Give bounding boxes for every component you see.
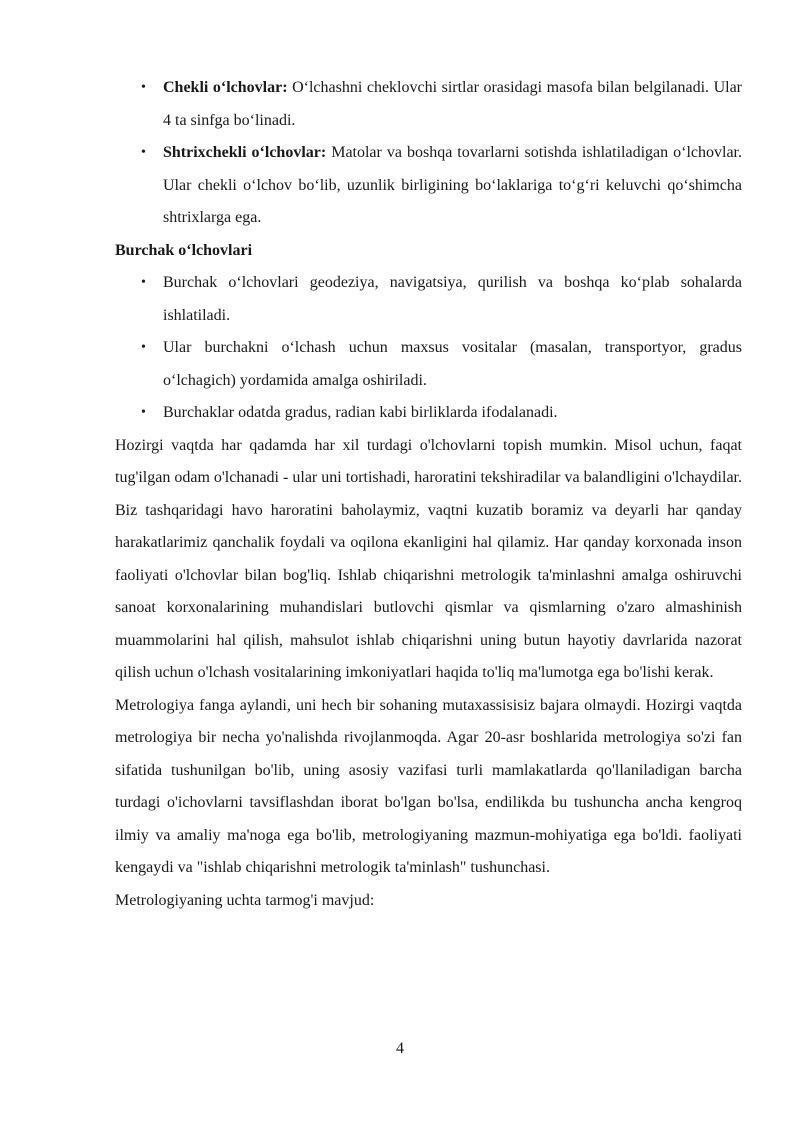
- list-item: [115, 267, 742, 332]
- page-number: 4: [396, 1040, 404, 1057]
- bullet-icon: •: [141, 405, 146, 420]
- bullet-icon: •: [141, 340, 146, 355]
- body-paragraph: Metrologiyaning uchta tarmog'i mavjud:: [115, 891, 375, 909]
- term-label: Shtrixchekli oʻlchovlar:: [163, 144, 327, 161]
- list-item: [115, 397, 742, 430]
- list-item: [115, 332, 742, 397]
- term-description: Oʻlchashni cheklovchi sirtlar orasidagi masofa bilan belgilanadi. Ular 4 ta sinfga boʻlinadi.: [163, 79, 742, 129]
- bullet-icon: •: [141, 80, 146, 95]
- document-page: [115, 72, 742, 917]
- list-item-text: Ular burchakni oʻlchash uchun maxsus vositalar (masalan, transportyor, gradus oʻlchagich) yordamida amalga oshiriladi.: [163, 339, 742, 389]
- body-paragraph: Hozirgi vaqtda har qadamda har xil turdagi o'lchovlarni topish mumkin. Misol uchun, faqat tug'ilgan odam o'lchanadi - ular uni tortishadi, haroratini tekshiradilar va balandligini o'lchaydilar. Biz tashqaridagi havo haroratini baholaymiz, vaqtni kuzatib boramiz va deyarli har qanday harakatlarimiz qanchalik foydali va oqilona ekanligini hal qilamiz. Har qanday korxonada inson faoliyati o'lchovlar bilan bog'liq. Ishlab chiqarishni metrologik ta'minlashni amalga oshiruvchi sanoat korxonalarining muhandislari butlovchi qismlar va qismlarning o'zaro almashinish muammolarini hal qilish, mahsulot ishlab chiqarishni uning butun hayotiy davrlarida nazorat qilish uchun o'lchash vositalarining imkoniyatlari haqida to'liq ma'lumotga ega bo'lishi kerak.: [115, 436, 742, 681]
- section-heading: Burchak oʻlchovlari: [115, 241, 253, 259]
- bullet-list-angles: [115, 267, 742, 430]
- bullet-list-measures: [115, 72, 742, 235]
- bullet-icon: •: [141, 145, 146, 160]
- list-item-text: Burchaklar odatda gradus, radian kabi birliklarda ifodalanadi.: [163, 404, 558, 421]
- bullet-icon: •: [141, 275, 146, 290]
- list-item: [115, 72, 742, 137]
- body-paragraph: Metrologiya fanga aylandi, uni hech bir sohaning mutaxassisisiz bajara olmaydi. Hozirgi vaqtda metrologiya bir necha yo'nalishda rivojlanmoqda. Agar 20-asr boshlarida metrologiya so'zi fan sifatida tushunilgan bo'lib, uning asosiy vazifasi turli mamlakatlarda qo'llaniladigan barcha turdagi o'ichovlarni tavsiflashdan iborat bo'lgan bo'lsa, endilikda bu tushuncha ancha kengroq ilmiy va amaliy ma'noga ega bo'lib, metrologiyaning mazmun-mohiyatiga ega bo'ldi. faoliyati kengaydi va "ishlab chiqarishni metrologik ta'minlash" tushunchasi.: [115, 696, 742, 876]
- term-label: Chekli oʻlchovlar:: [163, 79, 288, 96]
- list-item-text: Burchak oʻlchovlari geodeziya, navigatsiya, qurilish va boshqa koʻplab sohalarda ishlatiladi.: [163, 274, 742, 324]
- list-item: [115, 137, 742, 235]
- term-description: Matolar va boshqa tovarlarni sotishda ishlatiladigan oʻlchovlar. Ular chekli oʻlchov boʻlib, uzunlik birligining boʻlaklariga toʻgʻri keluvchi qoʻshimcha shtrixlarga ega.: [163, 144, 742, 226]
